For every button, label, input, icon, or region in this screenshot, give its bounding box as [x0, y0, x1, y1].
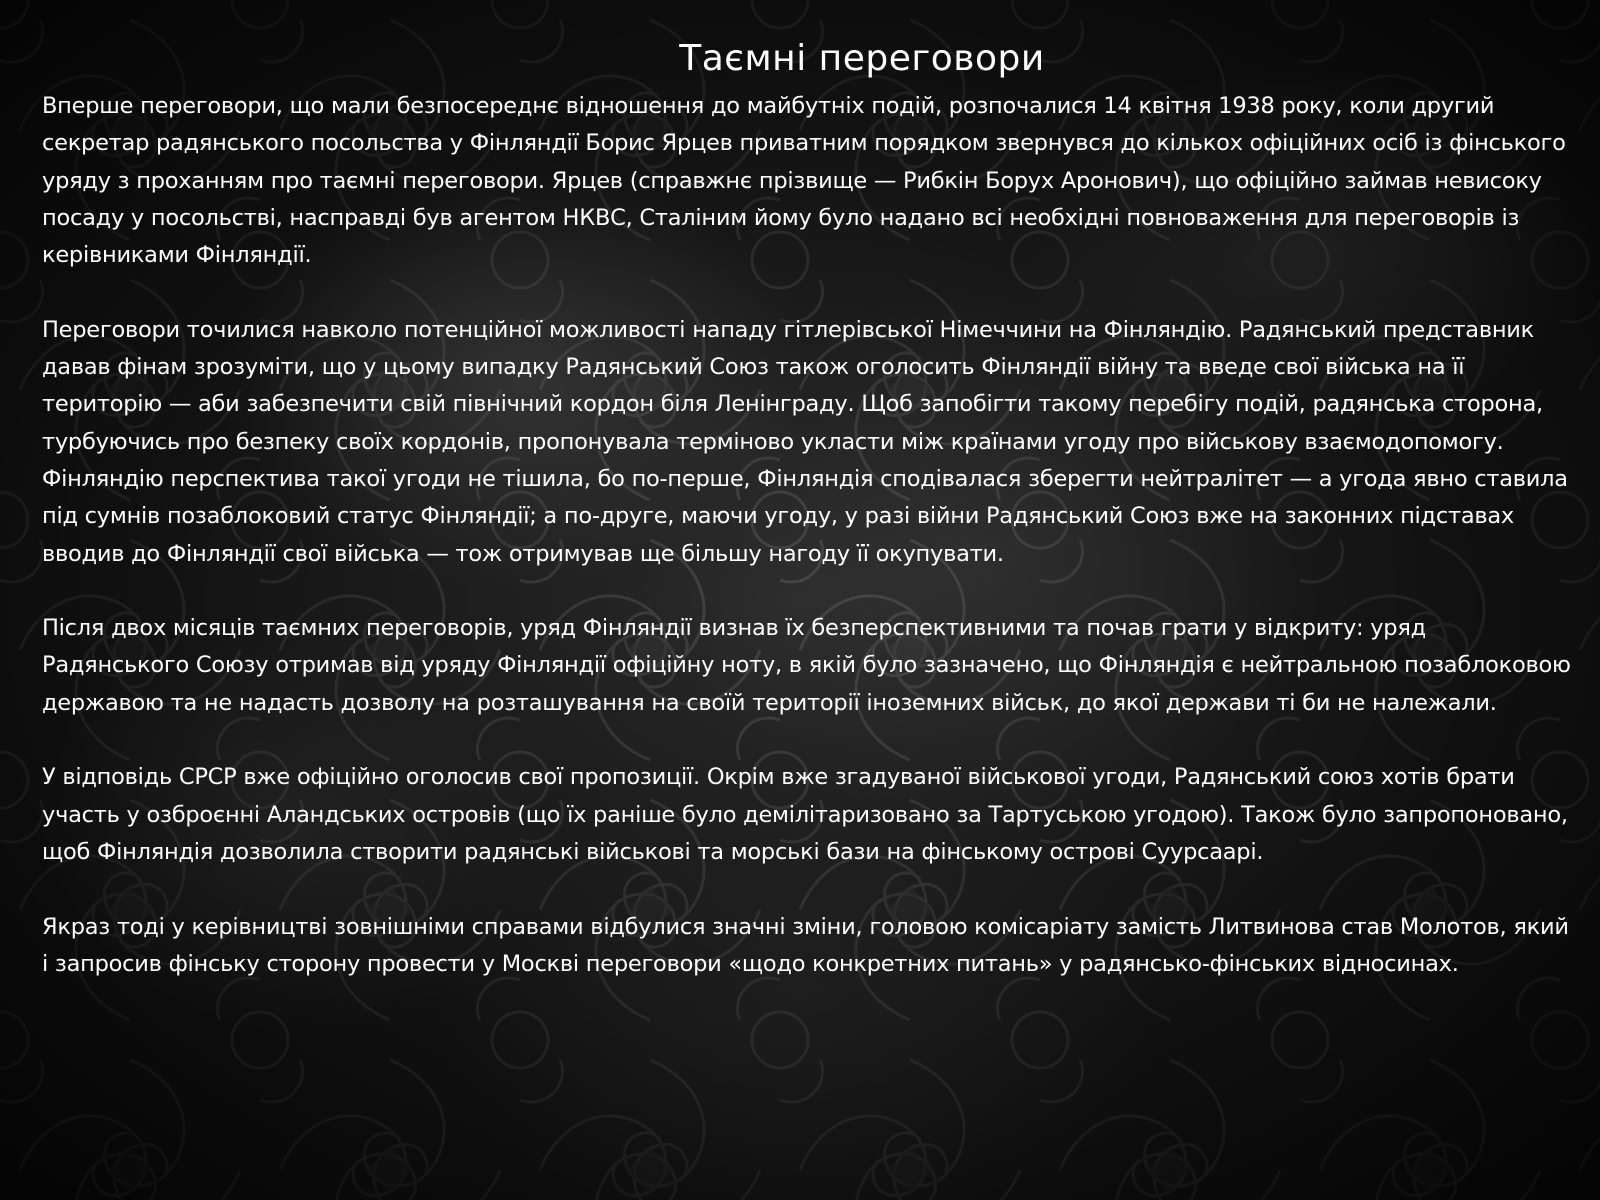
paragraph-1: Вперше переговори, що мали безпосереднє відношення до майбутніх подій, розпочалися 14 квітня 1938 року, коли другий секретар радянського посольства у Фінляндії Борис Ярцев приватним порядком звернувся до кількох офіційних осіб із фінського уряду з проханням про таємні переговори. Ярцев (справжнє прізвище — Рибкін Борух Аронович), що офіційно займав невисоку посаду у посольстві, насправді був агентом НКВС, Сталіним йому було надано всі необхідні повноваження для переговорів із керівниками Фінляндії. [42, 93, 1566, 269]
slide-body [42, 88, 1572, 1020]
slide-title: Таємні переговори [679, 38, 1045, 79]
paragraph-4: У відповідь СРСР вже офіційно оголосив свої пропозиції. Окрім вже згадуваної військової угоди, Радянський союз хотів брати участь у озброєнні Аландських островів (що їх раніше було демілітаризовано за Тартуською угодою). Також було запропоновано, щоб Фінляндія дозволила створити радянські військові та морські бази на фінському острові Суурсаарі. [42, 764, 1568, 865]
paragraph-3: Після двох місяців таємних переговорів, уряд Фінляндії визнав їх безперспективними та почав грати у відкриту: уряд Радянського Союзу отримав від уряду Фінляндії офіційну ноту, в якій було зазначено, що Фінляндія є нейтральною позаблоковою державою та не надасть дозволу на розташування на своїй території іноземних військ, до якої держави ті би не належали. [42, 615, 1571, 716]
paragraph-5: Якраз тоді у керівництві зовнішніми справами відбулися значні зміни, головою комісаріату замість Литвинова став Молотов, який і запросив фінську сторону провести у Москві переговори «щодо конкретних питань» у радянсько-фінських відносинах. [42, 913, 1569, 977]
paragraph-2: Переговори точилися навколо потенційної можливості нападу гітлерівської Німеччини на Фінляндію. Радянський представник давав фінам зрозуміти, що у цьому випадку Радянський Союз також оголосить Фінляндії війну та введе свої війська на її територію — аби забезпечити свій північний кордон біля Ленінграду. Щоб запобігти такому перебігу подій, радянська сторона, турбуючись про безпеку своїх кордонів, пропонувала терміново укласти між країнами угоду про військову взаємодопомогу. Фінляндію перспектива такої угоди не тішила, бо по-перше, Фінляндія сподівалася зберегти нейтралітет — а угода явно ставила під сумнів позаблоковий статус Фінляндії; а по-друге, маючи угоду, у разі війни Радянський Союз вже на законних підставах вводив до Фінляндії свої війська — тож отримував ще більшу нагоду її окупувати. [42, 316, 1568, 567]
